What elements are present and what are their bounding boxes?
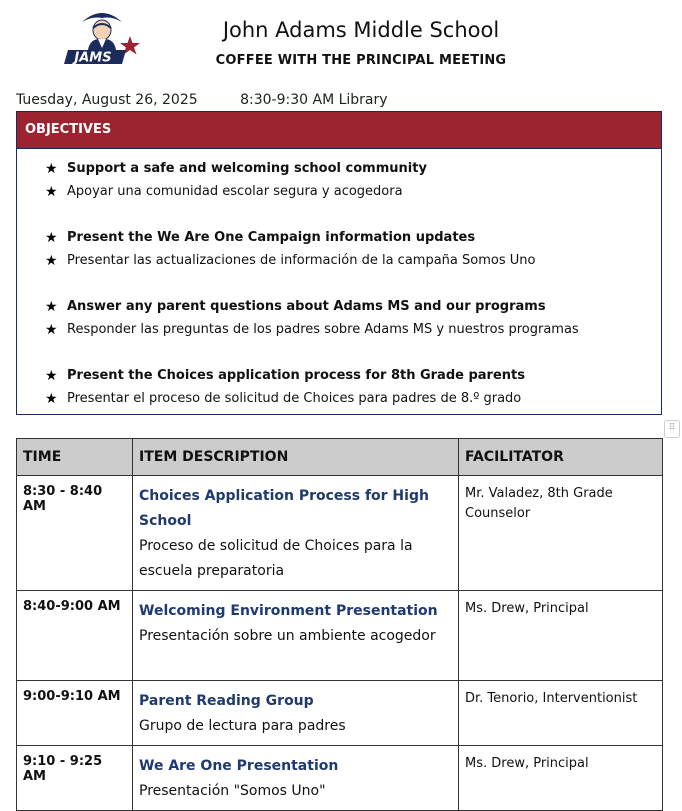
item-title-en: Choices Application Process for High School bbox=[139, 488, 429, 529]
star-icon: ★ bbox=[45, 160, 58, 177]
row-time: 9:00-9:10 AM bbox=[17, 681, 133, 746]
objective-group bbox=[45, 226, 661, 272]
meeting-date: Tuesday, August 26, 2025 bbox=[16, 92, 198, 108]
star-icon: ★ bbox=[45, 390, 58, 407]
table-row bbox=[17, 476, 663, 591]
item-title-en: Parent Reading Group bbox=[139, 693, 314, 709]
meeting-date-line bbox=[16, 92, 388, 108]
objective-group bbox=[45, 295, 661, 341]
item-title-en: Welcoming Environment Presentation bbox=[139, 603, 438, 619]
table-row bbox=[17, 746, 663, 811]
star-icon: ★ bbox=[45, 367, 58, 384]
objective-item-es: ★ Presentar las actualizaciones de información de la campaña Somos Uno bbox=[45, 252, 536, 269]
star-icon: ★ bbox=[45, 252, 58, 269]
row-description bbox=[133, 591, 459, 681]
item-title-en: We Are One Presentation bbox=[139, 758, 339, 774]
item-title-es: Proceso de solicitud de Choices para la escuela preparatoria bbox=[139, 538, 413, 579]
row-description bbox=[133, 746, 459, 811]
row-time: 8:30 - 8:40 AM bbox=[17, 476, 133, 591]
agenda-header-row bbox=[17, 439, 663, 476]
column-header-facilitator: FACILITATOR bbox=[459, 439, 663, 476]
item-title-es: Presentación "Somos Uno" bbox=[139, 783, 326, 799]
row-facilitator: Dr. Tenorio, Interventionist bbox=[459, 681, 663, 746]
objectives-header: OBJECTIVES bbox=[17, 112, 661, 149]
meeting-time-location: 8:30-9:30 AM Library bbox=[240, 92, 388, 108]
school-name: John Adams Middle School bbox=[222, 18, 500, 42]
item-title-es: Grupo de lectura para padres bbox=[139, 718, 346, 734]
row-facilitator: Ms. Drew, Principal bbox=[459, 746, 663, 811]
logo-text: JAMS bbox=[74, 50, 112, 66]
row-description bbox=[133, 681, 459, 746]
item-title-es: Presentación sobre un ambiente acogedor bbox=[139, 628, 436, 644]
star-icon: ★ bbox=[45, 183, 58, 200]
objective-item-en: ★ Present the Choices application process for 8th Grade parents bbox=[45, 367, 525, 384]
row-description bbox=[133, 476, 459, 591]
objectives-list bbox=[17, 149, 661, 410]
row-facilitator: Ms. Drew, Principal bbox=[459, 591, 663, 681]
row-facilitator: Mr. Valadez, 8th Grade Counselor bbox=[459, 476, 663, 591]
table-row bbox=[17, 591, 663, 681]
star-icon: ★ bbox=[45, 321, 58, 338]
objectives-box bbox=[16, 111, 662, 415]
star-icon: ★ bbox=[45, 298, 58, 315]
meeting-title: COFFEE WITH THE PRINCIPAL MEETING bbox=[215, 53, 507, 68]
column-header-description: ITEM DESCRIPTION bbox=[133, 439, 459, 476]
objective-item-en: ★ Answer any parent questions about Adams MS and our programs bbox=[45, 298, 546, 315]
objective-item-en: ★ Present the We Are One Campaign information updates bbox=[45, 229, 476, 246]
objective-item-es: ★ Presentar el proceso de solicitud de Choices para padres de 8.º grado bbox=[45, 390, 522, 407]
drag-handle-icon[interactable]: ⠿ bbox=[664, 420, 680, 438]
objective-item-es: ★ Apoyar una comunidad escolar segura y acogedora bbox=[45, 183, 403, 200]
column-header-time: TIME bbox=[17, 439, 133, 476]
row-time: 8:40-9:00 AM bbox=[17, 591, 133, 681]
agenda-table bbox=[16, 438, 663, 811]
row-time: 9:10 - 9:25 AM bbox=[17, 746, 133, 811]
objective-group bbox=[45, 157, 661, 203]
star-icon: ★ bbox=[45, 229, 58, 246]
objective-group bbox=[45, 364, 661, 410]
objective-item-en: ★ Support a safe and welcoming school community bbox=[45, 160, 427, 177]
table-row bbox=[17, 681, 663, 746]
objective-item-es: ★ Responder las preguntas de los padres sobre Adams MS y nuestros programas bbox=[45, 321, 579, 338]
